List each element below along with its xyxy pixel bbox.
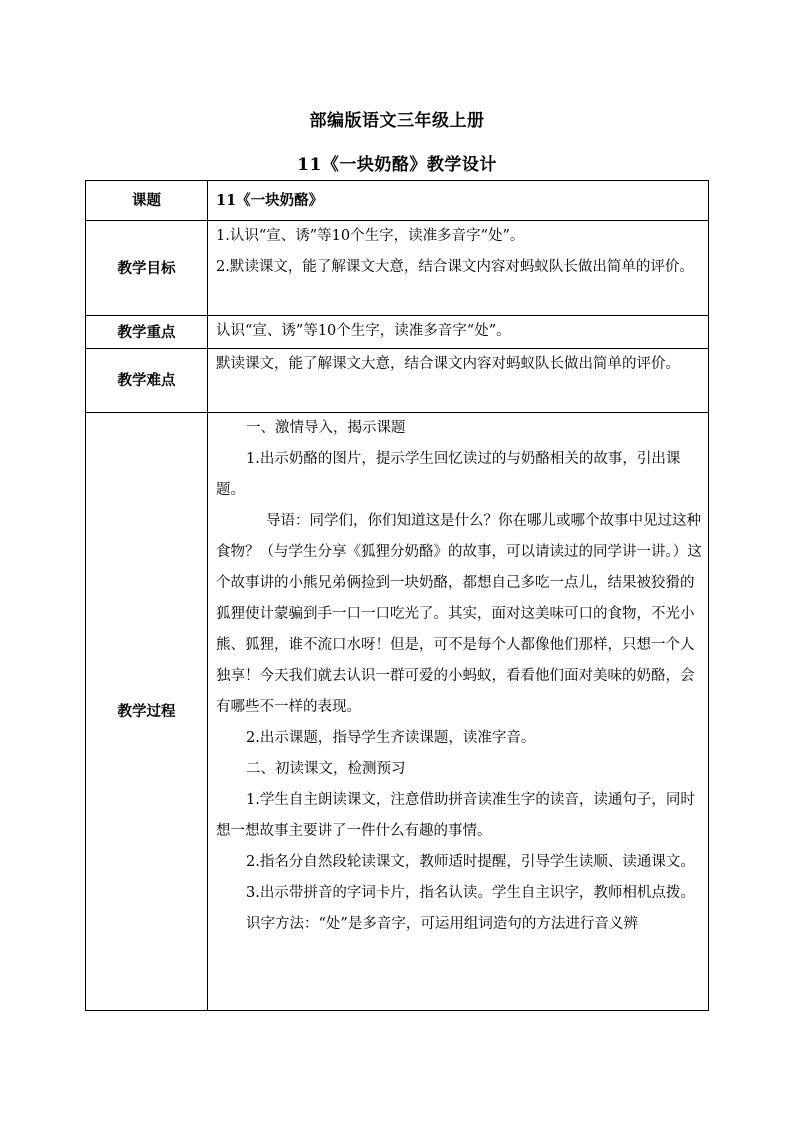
table-row xyxy=(86,349,709,413)
table-row xyxy=(86,413,709,1011)
process-paragraph: 1.学生自主朗读课文，注意借助拼音读准生字的读音，读通句子，同时想一想故事主要讲了一件什么有趣的事情。 xyxy=(216,792,695,839)
table-row xyxy=(86,316,709,349)
process-heading: 二、初读课文，检测预习 xyxy=(246,761,406,777)
topic-value: 11《一块奶酪》 xyxy=(208,181,709,221)
difficulties-value: 默读课文，能了解课文大意，结合课文内容对蚂蚁队长做出简单的评价。 xyxy=(208,349,709,413)
process-heading: 一、激情导入，揭示课题 xyxy=(246,420,406,436)
key-points-label: 教学重点 xyxy=(86,316,208,349)
topic-label: 课题 xyxy=(86,181,208,221)
document-subtitle: 11《一块奶酪》教学设计 xyxy=(297,155,497,175)
process-cell xyxy=(208,413,709,1011)
goals-cell xyxy=(208,221,709,316)
difficulties-label: 教学难点 xyxy=(86,349,208,413)
process-paragraph: 2.出示课题，指导学生齐读课题，读准字音。 xyxy=(246,730,536,746)
goals-label: 教学目标 xyxy=(86,221,208,316)
process-label: 教学过程 xyxy=(86,413,208,1011)
process-paragraph: 1.出示奶酪的图片，提示学生回忆读过的与奶酪相关的故事，引出课题。 xyxy=(216,451,681,498)
lesson-plan-table xyxy=(85,180,709,1011)
table-row xyxy=(86,221,709,316)
process-paragraph: 识字方法：“处”是多音字，可运用组词造句的方法进行音义辨 xyxy=(246,916,638,932)
process-paragraph: 2.指名分自然段轮读课文，教师适时提醒，引导学生读顺、读通课文。 xyxy=(246,854,695,870)
goal-item: 1.认识“宣、诱”等10个生字，读准多音字“处”。 xyxy=(216,228,525,244)
process-paragraph: 导语：同学们，你们知道这是什么？你在哪儿或哪个故事中见过这种食物？（与学生分享《狐狸分奶酪》的故事，可以请读过的同学讲一讲。）这个故事讲的小熊兄弟俩捡到一块奶酪，都想自己多吃一点儿，结果被狡猾的狐狸使计蒙骗到手一口一口吃光了。其实，面对这美味可口的食物，不光小熊、狐狸，谁不流口水呀！但是，可不是每个人都像他们那样，只想一个人独享！今天我们就去认识一群可爱的小蚂蚁，看看他们面对美味的奶酪，会有哪些不一样的表现。 xyxy=(216,513,702,715)
document-title: 部编版语文三年级上册 xyxy=(309,111,485,131)
table-row xyxy=(86,181,709,221)
goal-item: 2.默读课文，能了解课文大意，结合课文内容对蚂蚁队长做出简单的评价。 xyxy=(216,259,694,275)
process-paragraph: 3.出示带拼音的字词卡片，指名认读。学生自主识字，教师相机点拨。 xyxy=(246,885,695,901)
key-points-value: 认识“宣、诱”等10个生字，读准多音字“处”。 xyxy=(208,316,709,349)
